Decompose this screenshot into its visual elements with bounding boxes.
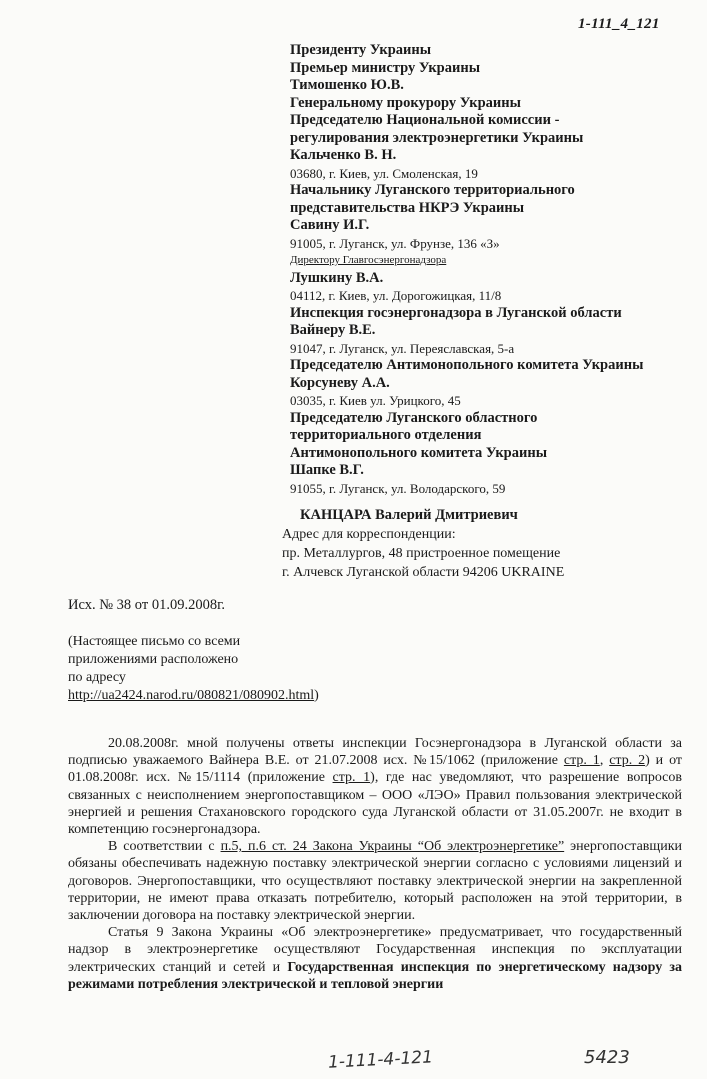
addressee-line: Вайнеру В.Е. [290, 322, 376, 338]
outgoing-number: Исх. № 38 от 01.09.2008г. [68, 597, 226, 613]
addressee-line: 03035, г. Киев ул. Урицкого, 45 [290, 393, 461, 408]
paragraph-3 [68, 924, 682, 993]
p1-text-d: ), где нас уведомляют, что разрешение вопросов связанных с неисполнением энергопоставщиком – ООО «ЛЭО» Правил пользования электрической энергией и решения Стахановского городского суда Луганской области от 31.05.2007г. не входит в компетенцию госэнергонадзора. [68, 770, 683, 838]
addressee-line: Инспекция госэнергонадзора в Луганской области [290, 304, 622, 321]
p3-text-a: Статья 9 Закона Украины «Об электроэнергетике» предусматривает, что государственный надзор в электроэнергетике осуществляют Государственная инспекция по эксплуатации электрических станций и сетей и [68, 925, 682, 975]
addressee-line: Начальнику Луганского территориального [290, 182, 575, 198]
paragraph-2 [68, 838, 682, 924]
note-url-line [68, 687, 319, 705]
p1-text-c: ) и от 01.08.2008г. исх. №15/1114 (приложение [68, 753, 682, 786]
web-location-note [68, 633, 319, 705]
addressee-line: 03680, г. Киев, ул. Смоленская, 19 [290, 165, 478, 181]
p2-text-b: энергопоставщики обязаны обеспечивать надежную поставку электрической энергии согласно с условиями лицензий и договоров. Энергопоставщики, что осуществляют поставку электрической энергии на закрепленной территории, не имеют права отказать потребителю, который расположен на этой территории, в заключении договора на поставку электрической энергии. [68, 839, 682, 924]
appendix-link-page-2[interactable]: стр. 2 [609, 753, 646, 769]
addressee-line: Шапке В.Г. [290, 462, 364, 478]
p3-bold-text: Государственная инспекция по энергетическому надзору за режимами потребления электрической и тепловой энергии [68, 959, 683, 992]
addressee-line: 91055, г. Луганск, ул. Володарского, 59 [290, 480, 506, 496]
addressee-line: территориального отделения [290, 427, 482, 443]
paragraph-1 [68, 735, 682, 838]
p1-text-a: 20.08.2008г. мной получены ответы инспекции Госэнергонадзора в Луганской области за подписью уважаемого Вайнера В.Е. от 21.07.2008 исх. №15/1062 (приложение [68, 736, 682, 769]
addressee-line: представительства НКРЭ Украины [290, 199, 525, 216]
addressee-line: Лушкину В.А. [290, 269, 384, 286]
addressee-line: Антимонопольного комитета Украины [290, 444, 548, 461]
appendix-link-second-page-1[interactable]: стр. 1 [332, 770, 371, 786]
addressee-line: Кальченко В. Н. [290, 147, 397, 163]
note-line-3: по адресу [68, 670, 126, 685]
addressee-line: регулирования электроэнергетики Украины [290, 129, 584, 146]
document-reference-number: 1-111_4_121 [578, 16, 660, 32]
addressee-line: Председателю Луганского областного [290, 409, 538, 426]
sender-block [282, 506, 564, 582]
appendix-link-page-1[interactable]: стр. 1 [563, 753, 600, 769]
note-line-1: (Настоящее письмо со всеми [68, 634, 241, 649]
addressee-line: Президенту Украины [290, 42, 432, 58]
note-url-link[interactable]: http://ua2424.narod.ru/080821/080902.html [68, 688, 315, 703]
note-close-paren: ) [314, 688, 319, 703]
handwritten-page-number: 5423 [584, 1047, 630, 1068]
addressee-line: 04112, г. Киев, ул. Дорогожицкая, 11/8 [290, 288, 502, 303]
p2-text-a: В соответствии с [108, 839, 221, 855]
addressee-line: Премьер министру Украины [290, 59, 481, 76]
addressee-line: Директору Главгосэнергонадзора [290, 254, 447, 266]
sender-address-line-2: г. Алчевск Луганской области 94206 UKRAINE [282, 565, 565, 580]
addressee-line: Тимошенко Ю.В. [290, 77, 404, 93]
handwritten-reference: 1-111-4-121 [327, 1047, 434, 1073]
p1-text-b: , [599, 753, 610, 769]
addressee-line: Председателю Национальной комиссии - [290, 112, 560, 128]
addressee-line: 91005, г. Луганск, ул. Фрунзе, 136 «З» [290, 235, 500, 251]
law-article-link[interactable]: п.5, п.6 ст. 24 Закона Украины “Об электроэнергетике” [220, 839, 565, 855]
sender-address-label: Адрес для корреспонденции: [282, 527, 456, 542]
addressee-line: Председателю Антимонопольного комитета Украины [290, 357, 644, 373]
sender-name: КАНЦАРА Валерий Дмитриевич [300, 507, 518, 523]
addressee-line: Корсуневу А.А. [290, 374, 390, 391]
addressee-line: Генеральному прокурору Украины [290, 94, 521, 111]
addressee-line: Савину И.Г. [290, 217, 370, 233]
letter-body [68, 735, 682, 993]
sender-address-line-1: пр. Металлургов, 48 пристроенное помещение [282, 546, 561, 561]
note-line-2: приложениями расположено [68, 652, 239, 667]
addressee-block [290, 42, 695, 497]
addressee-line: 91047, г. Луганск, ул. Переяславская, 5-а [290, 340, 515, 356]
